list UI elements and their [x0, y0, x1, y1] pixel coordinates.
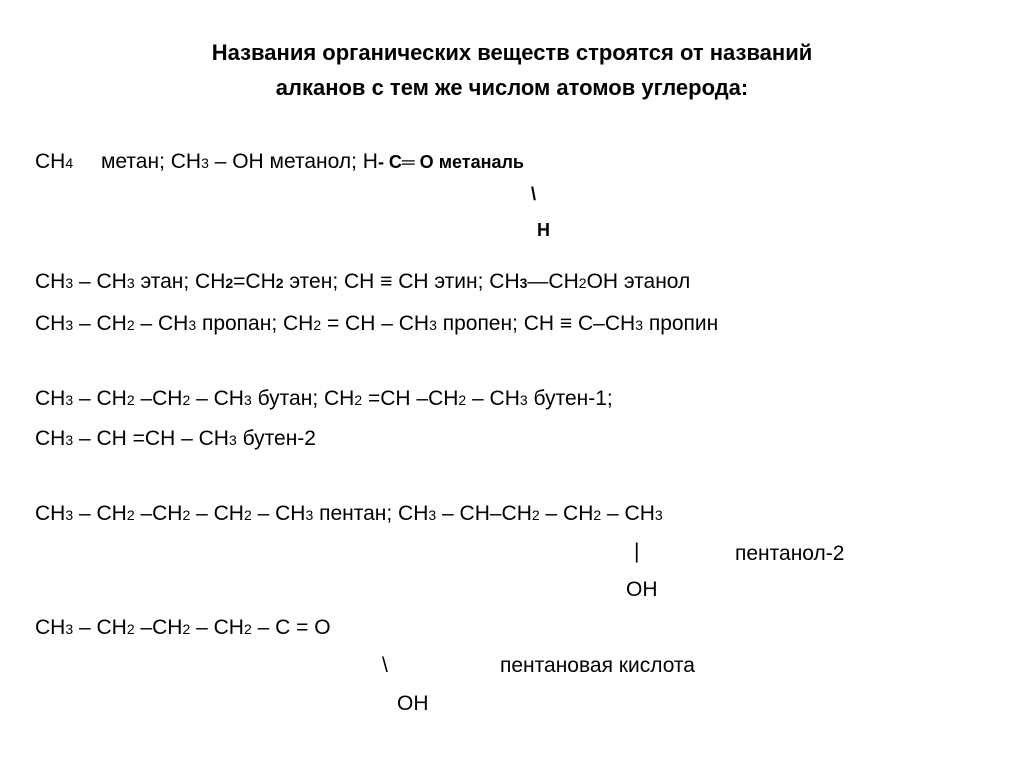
text-fragment: =CH [233, 270, 276, 293]
subscript: 2 [225, 275, 234, 291]
subscript: 2 [126, 317, 135, 333]
name-pentanoic-acid: пентановая кислота [500, 654, 695, 677]
subscript: 3 [188, 317, 197, 333]
subscript: 2 [354, 392, 363, 408]
text-fragment: пропин [642, 312, 719, 335]
formula-line-propane [35, 310, 718, 339]
text-fragment: – CH [73, 270, 127, 293]
text-fragment-bold: - C═ O метаналь [377, 152, 524, 172]
text-fragment: – CH [601, 502, 655, 525]
hydroxyl-acid: OH [397, 692, 429, 715]
text-fragment: – CH =CH – CH [73, 427, 229, 450]
subscript: 2 [531, 507, 540, 523]
text-fragment: – CH [190, 502, 244, 525]
subscript: 2 [593, 507, 602, 523]
text-fragment: пентан; CH [313, 502, 429, 525]
subscript: 3 [65, 507, 74, 523]
subscript: 3 [519, 392, 528, 408]
text-fragment: CH [35, 270, 66, 293]
text-fragment: CH [35, 502, 66, 525]
subscript: 3 [635, 317, 643, 333]
text-fragment: – CH [190, 387, 244, 410]
subscript: 3 [65, 392, 74, 408]
text-fragment: – CH [466, 387, 520, 410]
subscript: 2 [182, 507, 191, 523]
formula-line-ethane [35, 268, 690, 297]
subscript: 3 [519, 275, 528, 291]
text-fragment: – CH [190, 616, 244, 639]
text-fragment: – CH [539, 502, 594, 525]
subscript: 2 [578, 275, 587, 291]
subscript: 3 [65, 275, 74, 291]
text-fragment: CH [35, 312, 66, 335]
text-fragment: – OH метанол; H [214, 150, 378, 173]
text-fragment: CH [35, 150, 66, 173]
text-fragment: =CH –CH [362, 387, 459, 410]
text-fragment: – CH [73, 616, 127, 639]
subscript: 3 [65, 432, 74, 448]
text-fragment: –CH [134, 502, 183, 525]
text-fragment: бутен-2 [236, 427, 316, 450]
text-fragment: CH [35, 387, 66, 410]
text-fragment: – CH [73, 387, 127, 410]
text-fragment: метан; CH [100, 150, 202, 173]
subscript: 2 [126, 621, 135, 637]
text-fragment: пропан; CH [196, 312, 314, 335]
text-fragment: —CH [527, 270, 579, 293]
hydrogen-methanal: H [537, 220, 550, 240]
subscript: 2 [182, 392, 191, 408]
subscript: 3 [65, 621, 74, 637]
text-fragment: – CH [251, 502, 306, 525]
text-fragment: этен; CH ≡ CH этин; CH [283, 270, 520, 293]
subscript: 3 [65, 317, 74, 333]
subscript: 3 [228, 432, 237, 448]
text-fragment: – CH [73, 502, 127, 525]
subscript: 2 [275, 275, 284, 291]
subscript: 3 [428, 507, 437, 523]
formula-line-butane [35, 385, 613, 414]
subscript: 3 [654, 507, 663, 523]
bond-backslash-acid: \ [382, 654, 388, 677]
text-fragment: этан; CH [134, 270, 226, 293]
heading-line-1: Названия органических веществ строятся от названий [211, 40, 813, 65]
text-fragment: = CH – CH [321, 312, 430, 335]
text-fragment: –CH [134, 387, 183, 410]
subscript: 2 [243, 507, 252, 523]
subscript: 4 [65, 155, 74, 171]
text-fragment: CH [35, 427, 66, 450]
name-pentanol-2: пентанол-2 [735, 542, 845, 565]
text-fragment: – CH [73, 312, 127, 335]
text-fragment: бутан; CH [251, 387, 355, 410]
text-fragment: бутен-1; [527, 387, 613, 410]
subscript: 2 [126, 507, 135, 523]
subscript: 2 [313, 317, 322, 333]
bond-vertical-pentanol: | [634, 540, 640, 563]
subscript: 2 [458, 392, 467, 408]
text-fragment: CH [35, 616, 66, 639]
subscript: 2 [243, 621, 252, 637]
text-fragment: OH этанол [586, 270, 691, 293]
formula-line-butene-2 [35, 425, 316, 454]
text-fragment: – CH [134, 312, 189, 335]
bond-backslash-methanal: \ [531, 184, 537, 204]
heading-line-2: алканов с тем же числом атомов углерода: [275, 75, 749, 100]
formula-line-pentane [35, 500, 663, 529]
text-fragment: – CH–CH [436, 502, 532, 525]
formula-line-pentanoic-acid [35, 614, 331, 643]
subscript: 3 [243, 392, 252, 408]
subscript: 3 [201, 155, 209, 171]
subscript: 3 [126, 275, 135, 291]
formula-line-methane [35, 148, 524, 177]
hydroxyl-pentanol: OH [626, 578, 658, 601]
text-fragment: –CH [134, 616, 183, 639]
subscript: 2 [126, 392, 135, 408]
text-fragment: – C = O [251, 616, 331, 639]
subscript: 2 [182, 621, 191, 637]
subscript: 3 [429, 317, 437, 333]
subscript: 3 [305, 507, 314, 523]
text-fragment: пропен; CH ≡ C–CH [436, 312, 636, 335]
